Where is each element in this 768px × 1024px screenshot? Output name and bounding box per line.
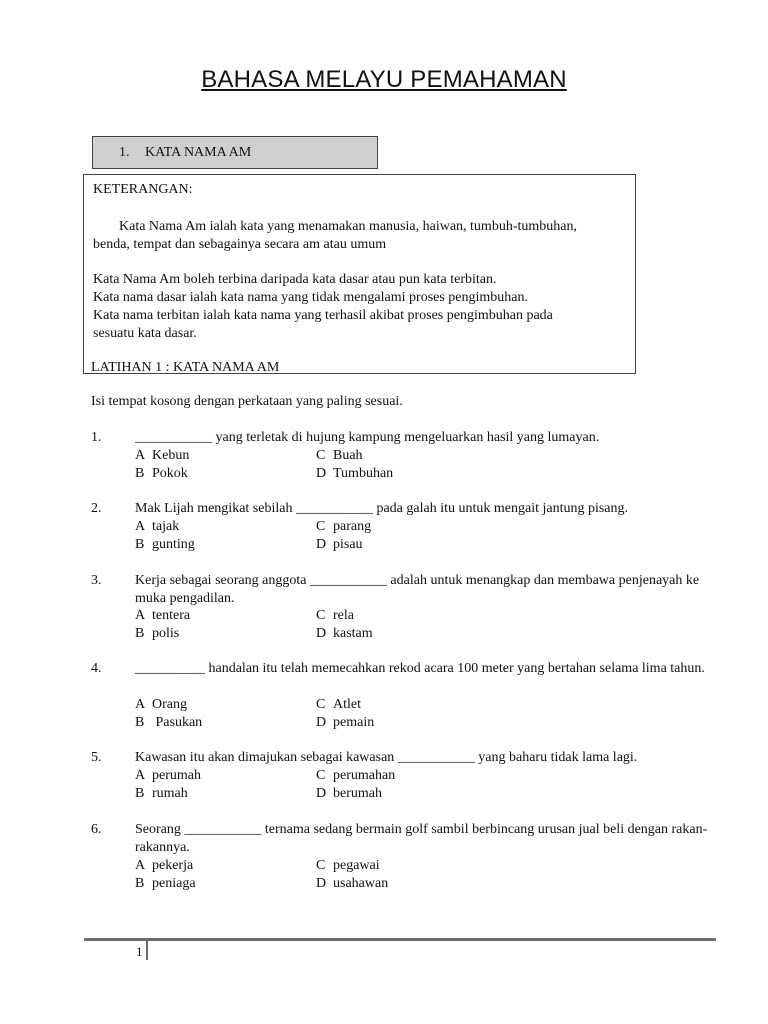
question-number: 1. — [91, 430, 102, 445]
option-b: B Pokok — [135, 466, 188, 481]
option-c: C parang — [316, 519, 372, 534]
question-text: Mak Lijah mengikat sebilah ___________ pada galah itu untuk mengait jantung pisang. — [135, 501, 629, 516]
option-d: D usahawan — [316, 876, 389, 891]
footer-tick — [146, 941, 148, 960]
question-number: 4. — [91, 661, 102, 676]
question-text: Kerja sebagai seorang anggota ___________ adalah untuk menangkap dan membawa penjenayah ke muka pengadilan. — [135, 573, 700, 606]
option-a: A tajak — [135, 519, 180, 534]
explanation-box — [83, 174, 636, 374]
option-b: B peniaga — [135, 876, 196, 891]
option-c: C rela — [316, 608, 354, 623]
option-a: A Orang — [135, 697, 187, 712]
option-c: C perumahan — [316, 768, 396, 783]
explanation-line: Kata Nama Am boleh terbina daripada kata dasar atau pun kata terbitan. — [93, 272, 497, 287]
option-d: D pemain — [316, 715, 375, 730]
option-a: A pekerja — [135, 858, 194, 873]
option-c: C Atlet — [316, 697, 361, 712]
option-d: D Tumbuhan — [316, 466, 394, 481]
explanation-line: Kata Nama Am ialah kata yang menamakan manusia, haiwan, tumbuh-tumbuhan, — [119, 219, 577, 234]
section-number: 1. — [119, 145, 130, 160]
option-a: A tentera — [135, 608, 191, 623]
option-a: A perumah — [135, 768, 201, 783]
question-text: Seorang ___________ ternama sedang bermain golf sambil berbincang urusan jual beli dengan rakan-rakannya. — [135, 822, 708, 855]
explanation-line: Kata nama terbitan ialah kata nama yang terhasil akibat proses pengimbuhan pada — [93, 308, 553, 323]
explanation-line: sesuatu kata dasar. — [93, 326, 197, 341]
page-number: 1 — [136, 944, 143, 959]
option-d: D kastam — [316, 626, 373, 641]
option-b: B rumah — [135, 786, 188, 801]
question-text: Kawasan itu akan dimajukan sebagai kawasan ___________ yang baharu tidak lama lagi. — [135, 750, 638, 765]
option-b: B polis — [135, 626, 180, 641]
option-d: D pisau — [316, 537, 363, 552]
question-number: 5. — [91, 750, 102, 765]
question-text: ___________ yang terletak di hujung kampung mengeluarkan hasil yang lumayan. — [135, 430, 600, 445]
option-d: D berumah — [316, 786, 382, 801]
page-title: BAHASA MELAYU PEMAHAMAN — [201, 66, 567, 93]
option-b: B gunting — [135, 537, 195, 552]
exercise-label: LATIHAN 1 : KATA NAMA AM — [91, 360, 280, 375]
explanation-line: Kata nama dasar ialah kata nama yang tidak mengalami proses pengimbuhan. — [93, 290, 529, 305]
option-b: B Pasukan — [135, 715, 203, 730]
section-label: KATA NAMA AM — [145, 145, 252, 160]
explanation-line: benda, tempat dan sebagainya secara am atau umum — [93, 237, 387, 252]
question-number: 6. — [91, 822, 102, 837]
option-a: A Kebun — [135, 448, 190, 463]
footer-divider — [84, 938, 716, 941]
option-c: C Buah — [316, 448, 363, 463]
question-number: 3. — [91, 573, 102, 588]
question-text: __________ handalan itu telah memecahkan rekod acara 100 meter yang bertahan selama lima tahun. — [135, 661, 705, 676]
explanation-heading: KETERANGAN: — [93, 182, 193, 197]
section-header-box — [92, 136, 378, 169]
option-c: C pegawai — [316, 858, 380, 873]
question-number: 2. — [91, 501, 102, 516]
instruction-text: Isi tempat kosong dengan perkataan yang paling sesuai. — [91, 394, 403, 409]
